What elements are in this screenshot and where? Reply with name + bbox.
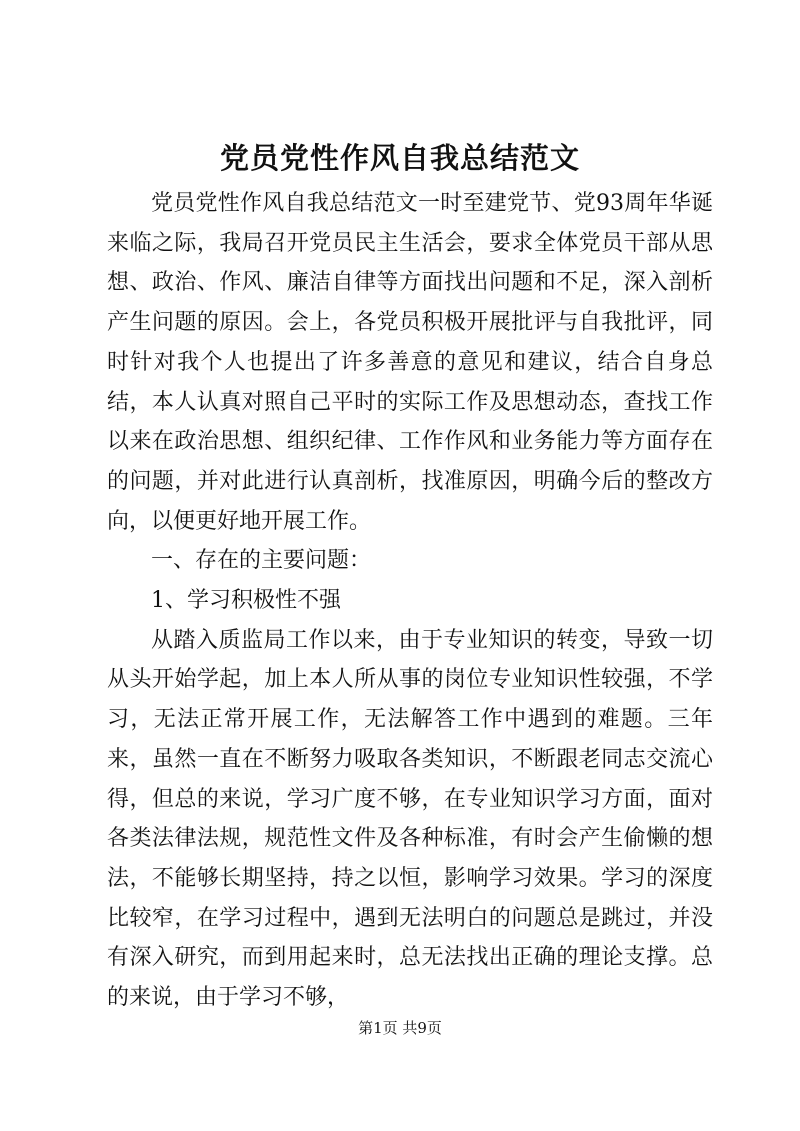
paragraph-intro: 党员党性作风自我总结范文一时至建党节、党93周年华诞来临之际，我局召开党员民主生活会，要求全体党员干部从思想、政治、作风、廉洁自律等方面找出问题和不足，深入剖析产生问题的原因。会上，各党员积极开展批评与自我批评，同时针对我个人也提出了许多善意的意见和建议，结合自身总结，本人认真对照自己平时的实际工作及思想动态，查找工作以来在政治思想、组织纪律、工作作风和业务能力等方面存在的问题，并对此进行认真剖析，找准原因，明确今后的整改方向，以便更好地开展工作。 [107,191,713,534]
subsection-heading: 1、学习积极性不强 [151,588,341,614]
page-number-footer: 第1页 共9页 [358,1019,442,1037]
paragraph-study: 从踏入质监局工作以来，由于专业知识的转变，导致一切从头开始学起，加上本人所从事的岗位专业知识性较强，不学习，无法正常开展工作，无法解答工作中遇到的难题。三年来，虽然一直在不断努力吸取各类知识，不断跟老同志交流心得，但总的来说，学习广度不够，在专业知识学习方面，面对各类法律法规，规范性文件及各种标准，有时会产生偷懒的想法，不能够长期坚持，持之以恒，影响学习效果。学习的深度比较窄，在学习过程中，遇到无法明白的问题总是跳过，并没有深入研究，而到用起来时，总无法找出正确的理论支撑。总的来说，由于学习不够， [107,627,713,1011]
document-body [107,184,713,1018]
section-heading: 一、存在的主要问题： [151,548,372,574]
document-title: 党员党性作风自我总结范文 [219,141,580,175]
